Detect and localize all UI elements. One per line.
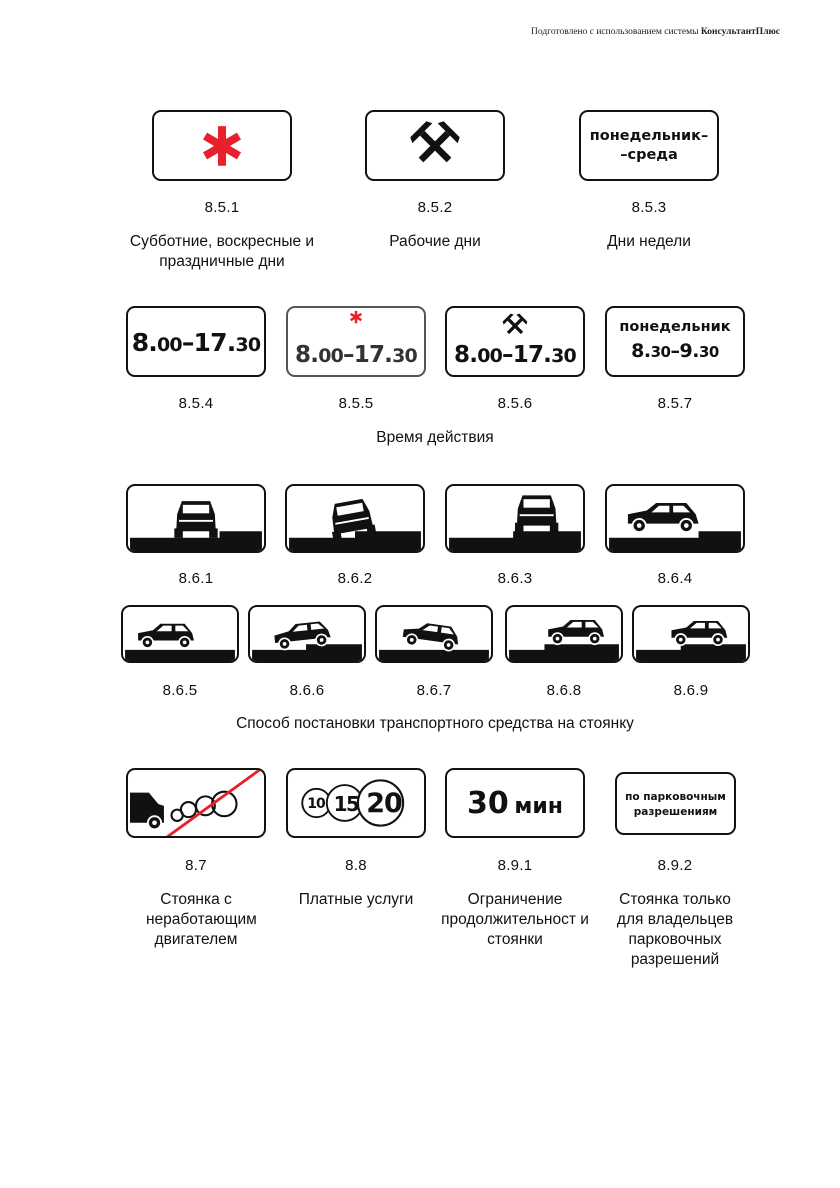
- sign-number: 8.9.2: [657, 857, 693, 874]
- sign-number: 8.6.1: [178, 570, 214, 587]
- sign-number: 8.8: [345, 857, 367, 874]
- sign-8-5-3: [579, 110, 719, 181]
- sign-8-5-6: [445, 306, 585, 377]
- car-side-partly-on-curb-icon: [250, 607, 364, 661]
- sign-text-line2: разрешениям: [633, 806, 718, 818]
- car-front-on-curb-icon: [447, 486, 583, 551]
- sign-number: 8.6.5: [162, 682, 198, 699]
- sign-8-6-9: [632, 605, 750, 663]
- sign-number: 8.6.4: [657, 570, 693, 587]
- sign-caption: Ограничение продолжительност и стоянки: [441, 891, 589, 948]
- sign-8-7: [126, 768, 266, 838]
- car-front-tilted-icon: [287, 486, 423, 551]
- sign-8-6-5: [121, 605, 239, 663]
- group-caption: Время действия: [376, 429, 494, 446]
- sign-8-6-7: [375, 605, 493, 663]
- sign-caption: Платные услуги: [298, 891, 414, 908]
- car-side-tilted-icon: [377, 607, 491, 661]
- sign-time: 8.00–17.30: [295, 342, 417, 368]
- exhaust-crossed-icon: [128, 770, 264, 836]
- sign-8-6-2: [285, 484, 425, 553]
- sign-number: 8.5.4: [178, 395, 214, 412]
- sign-8-6-6: [248, 605, 366, 663]
- coin-label: 20: [366, 788, 402, 819]
- sign-8-6-3: [445, 484, 585, 553]
- sign-8-5-5: [286, 306, 426, 377]
- sign-8-5-2: [365, 110, 505, 181]
- sign-time: 8.00–17.30: [454, 342, 576, 368]
- sign-number: 8.5.3: [631, 199, 667, 216]
- coin-label: 15: [333, 792, 359, 816]
- page-header: [531, 27, 780, 37]
- sign-number: 8.5.6: [497, 395, 533, 412]
- sign-text-line1: понедельник: [619, 319, 731, 335]
- sign-text-line1: по парковочным: [625, 791, 726, 803]
- sign-number: 8.5.5: [338, 395, 374, 412]
- sign-number: 8.9.1: [497, 857, 533, 874]
- sign-8-6-1: [126, 484, 266, 553]
- sign-8-5-4: [126, 306, 266, 377]
- car-side-on-curb-center-icon: [634, 607, 748, 661]
- car-side-on-road-icon: [123, 607, 237, 661]
- sign-caption: Стоянка с неработающим двигателем: [146, 891, 257, 948]
- sign-time: 8.30–9.30: [631, 340, 719, 362]
- sign-number: 8.5.7: [657, 395, 693, 412]
- sign-8-5-7: [605, 306, 745, 377]
- sign-number: 8.6.2: [337, 570, 373, 587]
- red-asterisk-icon: [154, 112, 290, 179]
- sign-number: 8.7: [185, 857, 207, 874]
- sign-number: 8.6.7: [416, 682, 452, 699]
- duration-unit: мин: [514, 794, 563, 819]
- coin-label: 10: [307, 796, 325, 812]
- sign-8-9-1: [445, 768, 585, 838]
- sign-number: 8.5.1: [204, 199, 240, 216]
- sign-number: 8.6.9: [673, 682, 709, 699]
- crossed-hammers-icon: [367, 112, 503, 179]
- sign-caption: Субботние, воскресные и праздничные дни: [129, 233, 315, 270]
- sign-caption: Рабочие дни: [389, 233, 481, 250]
- sign-text-line2: –среда: [620, 147, 678, 163]
- group-caption: Способ постановки транспортного средства на стоянку: [236, 715, 634, 732]
- sign-number: 8.5.2: [417, 199, 453, 216]
- sign-8-5-1: [152, 110, 292, 181]
- sign-duration: [447, 786, 583, 821]
- duration-value: 30: [467, 786, 509, 821]
- sign-text-line1: понедельник–: [589, 128, 709, 144]
- sign-caption: Дни недели: [607, 233, 691, 250]
- sign-number: 8.6.8: [546, 682, 582, 699]
- sign-number: 8.6.6: [289, 682, 325, 699]
- header-prefix: Подготовлено с использованием системы: [531, 27, 701, 37]
- car-side-on-sidewalk-icon: [607, 486, 743, 551]
- car-side-on-curb-right-icon: [507, 607, 621, 661]
- sign-caption: Стоянка только для владельцев парковочных разрешений: [616, 891, 734, 968]
- sign-number: 8.6.3: [497, 570, 533, 587]
- sign-8-6-8: [505, 605, 623, 663]
- sign-8-6-4: [605, 484, 745, 553]
- sign-8-8: [286, 768, 426, 838]
- header-brand: КонсультантПлюс: [700, 27, 780, 37]
- sign-8-9-2: [615, 772, 736, 835]
- car-front-on-sidewalk-icon: [128, 486, 264, 551]
- sign-time: 8.00–17.30: [131, 328, 261, 357]
